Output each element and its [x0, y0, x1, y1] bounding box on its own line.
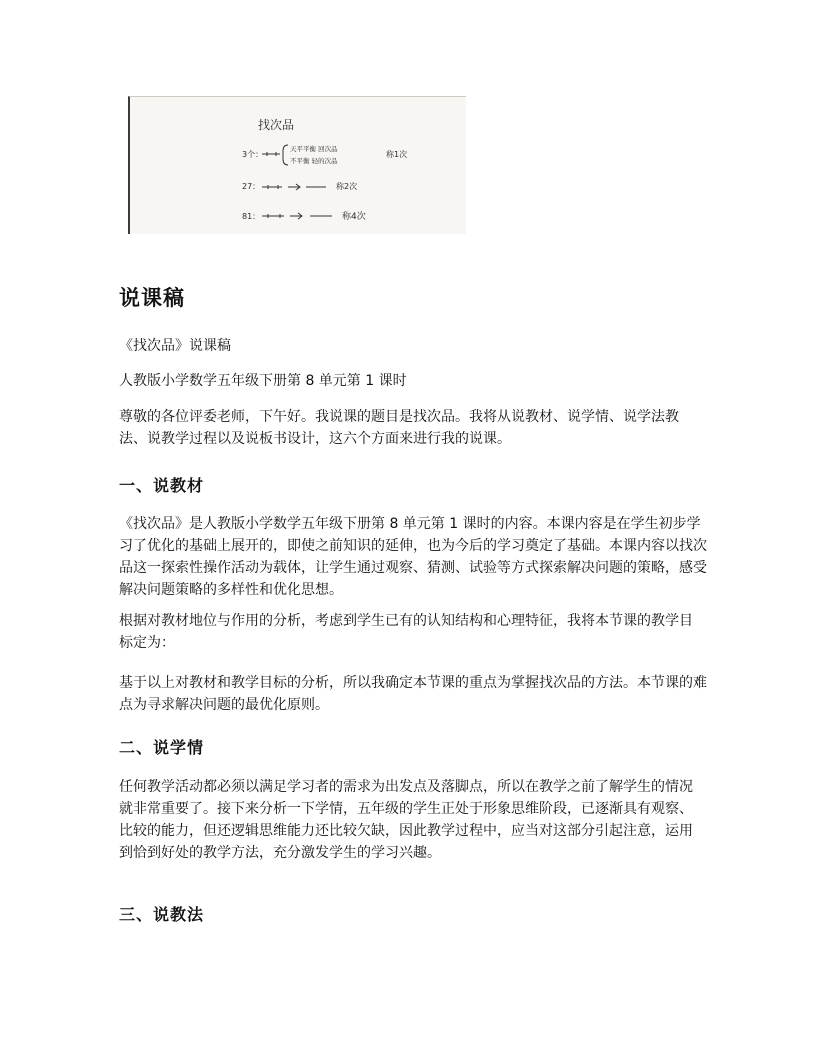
- photo-line3-prefix: 81：: [242, 212, 261, 221]
- section1-paragraph-1: 《找次品》是人教版小学数学五年级下册第 8 单元第 1 课时的内容。本课内容是在学生初步学习了优化的基础上展开的，即使之前知识的延伸，也为今后的学习奠定了基础。本课内容以找次品这一探索性操作活动为载体，让学生通过观察、猜测、试验等方式探索解决问题的策略，感受解决问题策略的多样性和优化思想。: [119, 516, 707, 598]
- photo-line2-result: 称2次: [336, 182, 358, 191]
- photo-line1-prefix: 3个：: [242, 150, 264, 159]
- photo-line2-prefix: 27：: [242, 182, 261, 191]
- page-title: 说课稿: [119, 286, 185, 310]
- intro-grade-line: 人教版小学数学五年级下册第 8 单元第 1 课时: [119, 373, 407, 389]
- section2-heading: 二、说学情: [119, 738, 205, 757]
- photo-line3-result: 称4次: [342, 212, 366, 222]
- handwritten-notes-photo: [128, 96, 466, 234]
- section1-heading: 一、说教材: [119, 476, 205, 495]
- section2-paragraph-1: 任何教学活动都必须以满足学习者的需求为出发点及落脚点，所以在教学之前了解学生的情况就非常重要了。接下来分析一下学情，五年级的学生正处于形象思维阶段，已逐渐具有观察、比较的能力，但还逻辑思维能力还比较欠缺，因此教学过程中，应当对这部分引起注意，运用到恰到好处的教学方法，充分激发学生的学习兴趣。: [119, 779, 693, 861]
- section1-paragraph-3: 基于以上对教材和教学目标的分析，所以我确定本节课的重点为掌握找次品的方法。本节课的难点为寻求解决问题的最优化原则。: [119, 675, 707, 713]
- intro-title-line: 《找次品》说课稿: [119, 338, 231, 354]
- photo-line1-branch-b: 不平衡 轻的次品: [290, 157, 338, 165]
- section3-heading: 三、说教法: [119, 905, 205, 924]
- brace-mark: [283, 145, 288, 165]
- photo-title: 找次品: [258, 118, 295, 132]
- section1-paragraph-2: 根据对教材地位与作用的分析，考虑到学生已有的认知结构和心理特征，我将本节课的教学目标定为：: [119, 613, 693, 651]
- handwritten-notes-drawing: [130, 97, 466, 233]
- photo-line1-branch-a: 天平平衡 回次品: [290, 145, 338, 153]
- intro-greeting: 尊敬的各位评委老师，下午好。我说课的题目是找次品。我将从说教材、说学情、说学法教法、说教学过程以及说板书设计，这六个方面来进行我的说课。: [119, 409, 679, 447]
- photo-line1-result: 称1次: [386, 150, 408, 159]
